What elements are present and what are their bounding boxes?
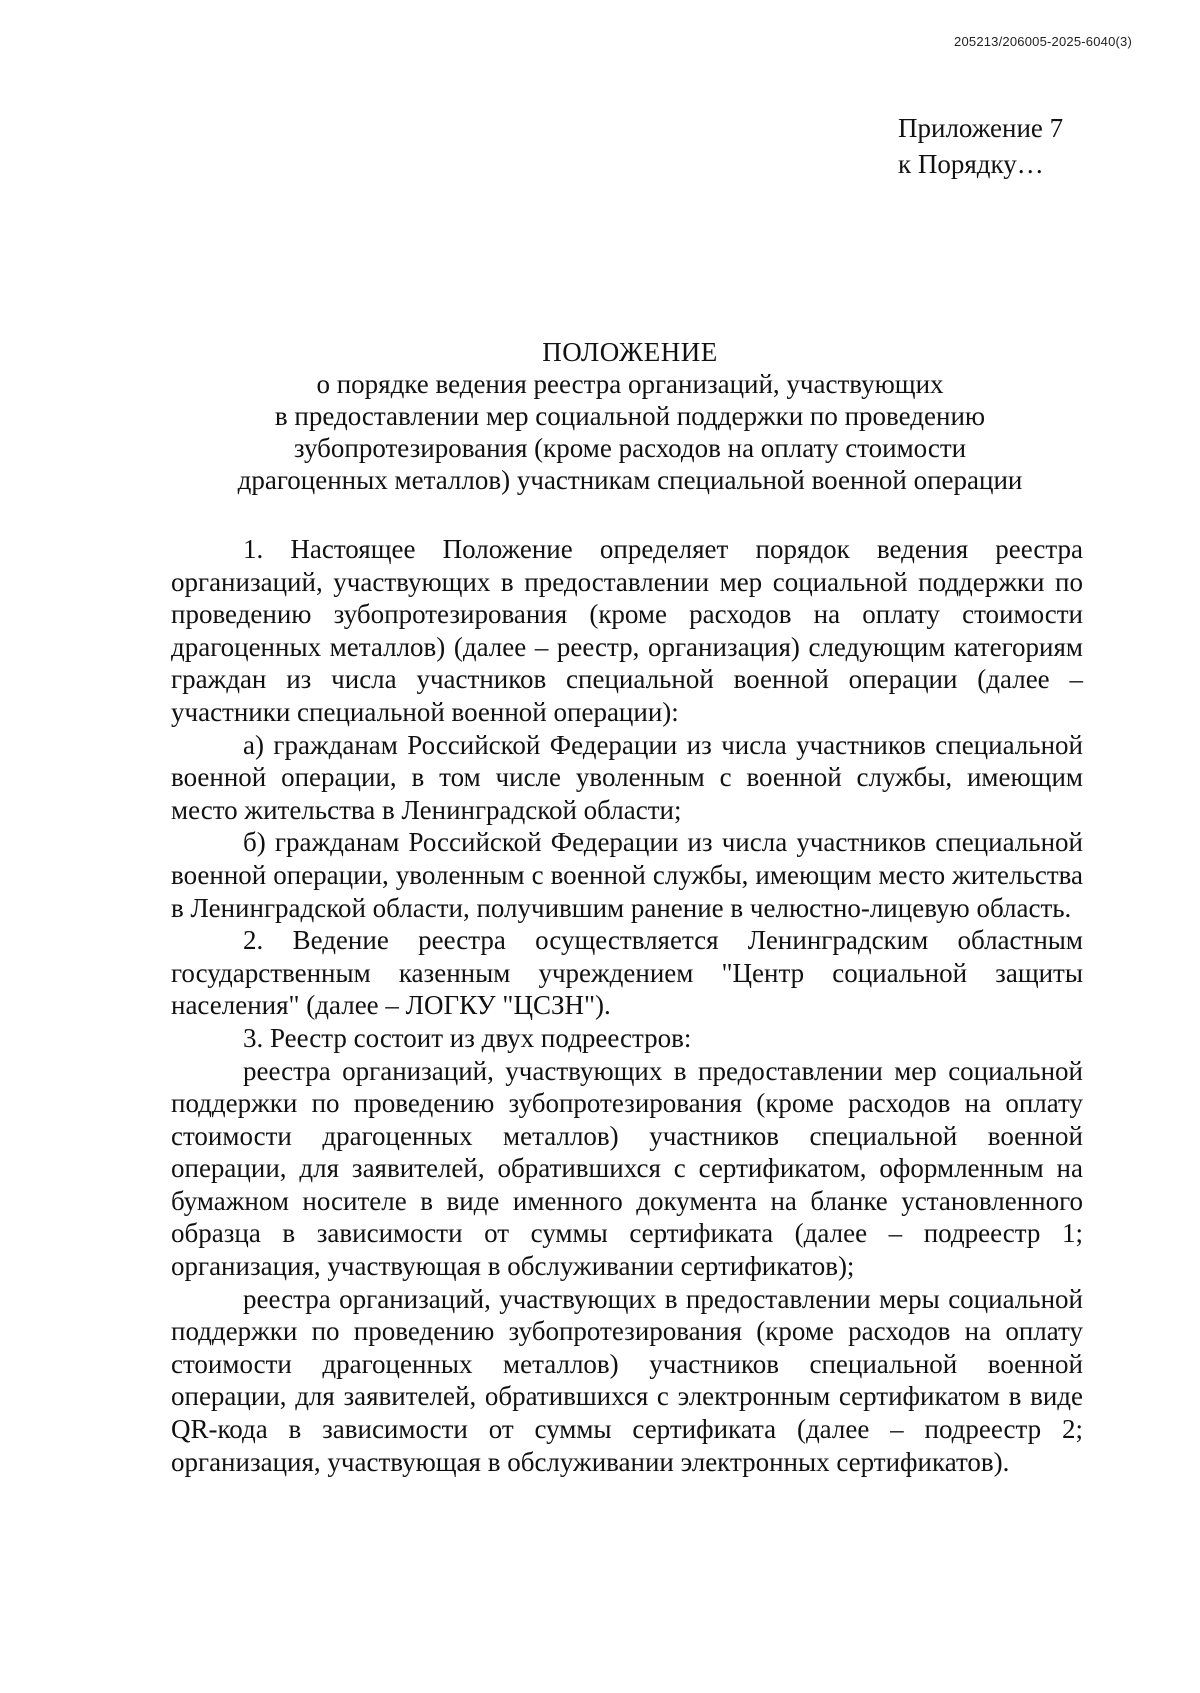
appendix-line-2: к Порядку… — [898, 149, 1044, 179]
appendix-reference — [898, 110, 1063, 182]
paragraph-1a: а) гражданам Российской Федерации из числа участников специальной военной операции, в том числе уволенным с военной службы, имеющим место жительства в Ленинградской области; — [171, 729, 1083, 825]
document-heading: ПОЛОЖЕНИЕ — [542, 337, 718, 367]
appendix-line-1: Приложение 7 — [898, 113, 1064, 143]
title-line-2: в предоставлении мер социальной поддержки по проведению — [274, 401, 986, 431]
paragraph-3: 3. Реестр состоит из двух подреестров: — [243, 1022, 692, 1053]
document-body — [171, 533, 1083, 1478]
paragraph-2: 2. Ведение реестра осуществляется Ленинградским областным государственным казенным учреждением "Центр социальной защиты населения" (далее – ЛОГКУ "ЦСЗН"). — [171, 925, 1083, 1021]
paragraph-1b: б) гражданам Российской Федерации из числа участников специальной военной операции, уволенным с военной службы, имеющим место жительства в Ленинградской области, получившим ранение в челюстно-лицевую область. — [171, 827, 1083, 923]
paragraph-subregistry-2: реестра организаций, участвующих в предоставлении меры социальной поддержки по проведению зубопротезирования (кроме расходов на оплату стоимости драгоценных металлов) участников специальной военной операции, для заявителей, обратившихся с электронным сертификатом в виде QR-кода в зависимости от суммы сертификата (далее – подреестр 2; организация, участвующая в обслуживании электронных сертификатов). — [171, 1283, 1083, 1477]
document-title-block — [170, 336, 1090, 496]
title-line-4: драгоценных металлов) участникам специальной военной операции — [237, 465, 1023, 495]
paragraph-subregistry-1: реестра организаций, участвующих в предоставлении мер социальной поддержки по проведению зубопротезирования (кроме расходов на оплату стоимости драгоценных металлов) участников специальной военной операции, для заявителей, обратившихся с сертификатом, оформленным на бумажном носителе в виде именного документа на бланке установленного образца в зависимости от суммы сертификата (далее – подреестр 1; организация, участвующая в обслуживании сертификатов); — [171, 1055, 1083, 1282]
paragraph-1: 1. Настоящее Положение определяет порядок ведения реестра организаций, участвующих в предоставлении мер социальной поддержки по проведению зубопротезирования (кроме расходов на оплату стоимости драгоценных металлов) (далее – реестр, организация) следующим категориям граждан из числа участников специальной военной операции (далее – участники специальной военной операции): — [171, 534, 1083, 727]
title-line-1: о порядке ведения реестра организаций, участвующих — [316, 369, 944, 399]
document-registration-number: 205213/206005-2025-6040(3) — [954, 34, 1132, 49]
title-line-3: зубопротезирования (кроме расходов на оплату стоимости — [293, 433, 967, 463]
